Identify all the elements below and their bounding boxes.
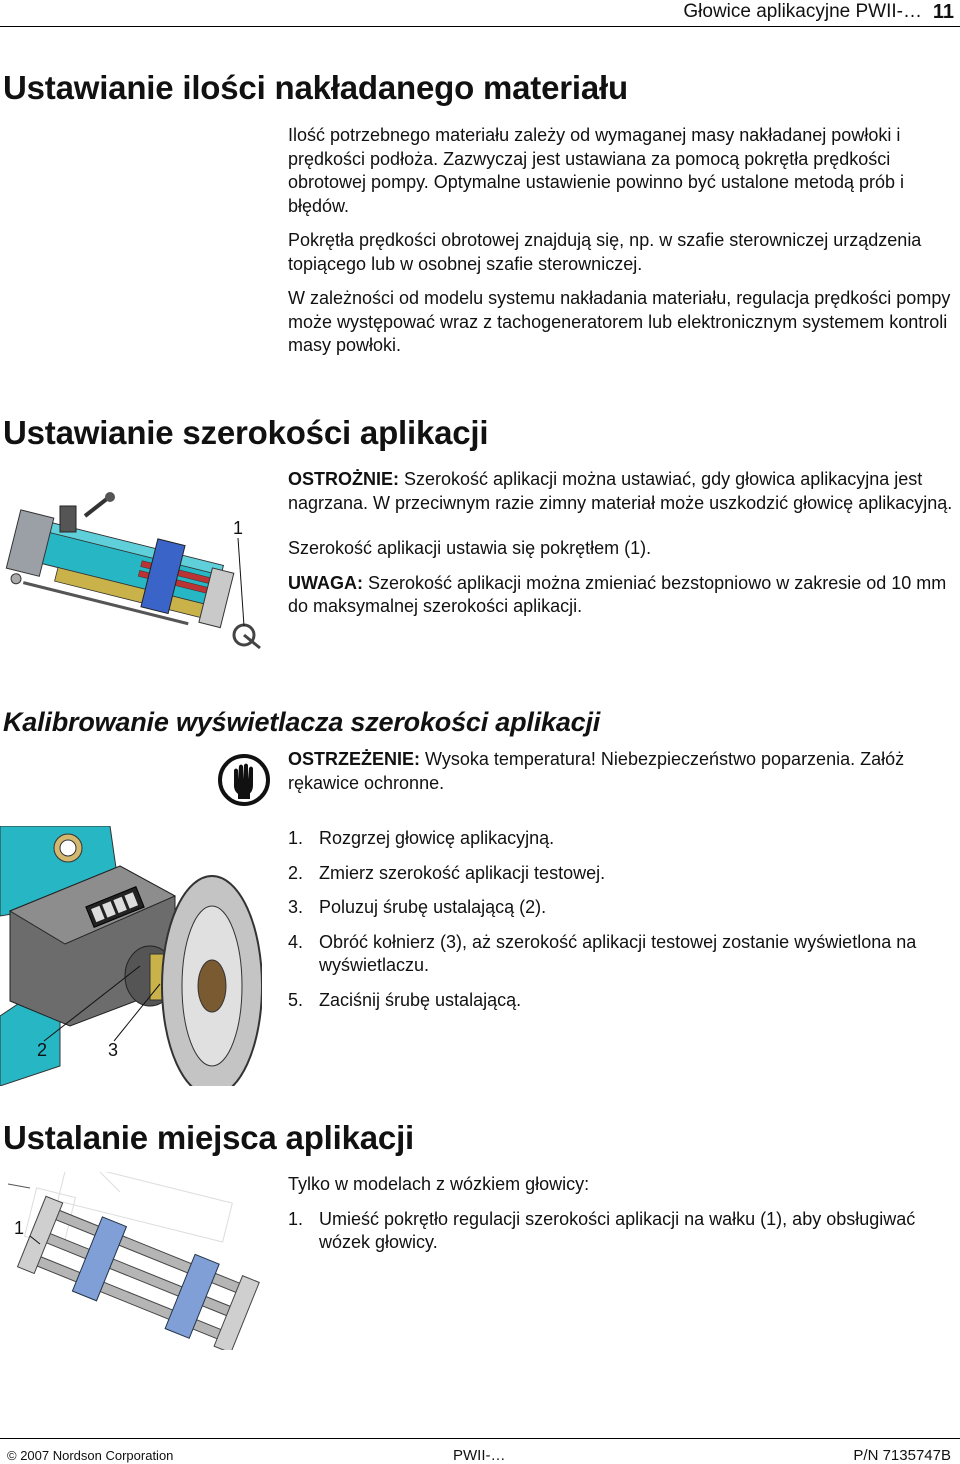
step-number: 3. bbox=[288, 897, 304, 917]
paragraph: W zależności od modelu systemu nakładania materiału, regulacja prędkości pompy może występować wraz z tachogeneratorem lub elektronicznym systemem kontroli masy powłoki. bbox=[288, 288, 951, 355]
caution-label: OSTROŻNIE: bbox=[288, 469, 399, 489]
footer-model: PWII-… bbox=[453, 1447, 506, 1464]
section1-body bbox=[288, 124, 956, 358]
footer-part-number: P/N 7135747B bbox=[853, 1447, 951, 1464]
figure-applicator-head bbox=[0, 488, 270, 656]
figure-callout: 2 bbox=[37, 1040, 48, 1060]
header-rule bbox=[0, 26, 960, 27]
step-text: Poluzuj śrubę ustalającą (2). bbox=[319, 897, 547, 917]
figure-callout: 1 bbox=[14, 1218, 25, 1238]
warning-label: OSTRZEŻENIE: bbox=[288, 749, 421, 769]
step-number: 1. bbox=[288, 828, 304, 848]
section2-body bbox=[288, 468, 956, 619]
paragraph: Tylko w modelach z wózkiem głowicy: bbox=[288, 1174, 590, 1194]
paragraph: Ilość potrzebnego materiału zależy od wymaganej masy nakładanej powłoki i prędkości podłoża. Zazwyczaj jest ustawiana za pomocą pokrętła prędkości obrotowej pompy. Optymalne ustawienie powinno być ustalone metodą prób i błędów. bbox=[288, 125, 905, 216]
paragraph: Szerokość aplikacji ustawia się pokrętłem (1). bbox=[288, 538, 652, 558]
footer-copyright: © 2007 Nordson Corporation bbox=[7, 1448, 174, 1463]
page-number: 11 bbox=[932, 1, 954, 23]
running-header-title: Głowice aplikacyjne PWII-… bbox=[683, 1, 922, 22]
section-heading-application-width: Ustawianie szerokości aplikacji bbox=[3, 414, 489, 451]
note-text: Szerokość aplikacji można zmieniać bezstopniowo w zakresie od 10 mm do maksymalnej szerokości aplikacji. bbox=[288, 572, 947, 616]
figure-head-carriage bbox=[0, 1172, 262, 1350]
section3-body bbox=[288, 748, 956, 1023]
caution-text: Szerokość aplikacji można ustawiać, gdy głowica aplikacyjna jest nagrzana. W przeciwnym razie zimny materiał może uszkodzić głowicę aplikacyjną. bbox=[288, 469, 953, 513]
calibration-steps bbox=[288, 827, 956, 1012]
section-heading-calibrate-display: Kalibrowanie wyświetlacza szerokości aplikacji bbox=[3, 707, 601, 737]
note-label: UWAGA: bbox=[288, 572, 363, 593]
step-number: 4. bbox=[288, 931, 304, 952]
list-item bbox=[288, 896, 956, 920]
paragraph: Pokrętła prędkości obrotowej znajdują się, np. w szafie sterowniczej urządzenia topiącego lub w osobnej szafie sterowniczej. bbox=[288, 230, 922, 274]
step-text: Rozgrzej głowicę aplikacyjną. bbox=[319, 828, 555, 848]
list-item bbox=[288, 827, 956, 851]
section4-body bbox=[288, 1173, 956, 1266]
figure-callout: 1 bbox=[233, 518, 244, 538]
list-item bbox=[288, 1208, 956, 1255]
step-number: 5. bbox=[288, 989, 304, 1010]
head-carriage-illustration bbox=[0, 1172, 262, 1350]
position-steps bbox=[288, 1208, 956, 1255]
step-text: Obróć kołnierz (3), aż szerokość aplikacji testowej zostanie wyświetlona na wyświetlaczu. bbox=[319, 931, 917, 975]
caution-notice bbox=[288, 468, 956, 515]
step-text: Zmierz szerokość aplikacji testowej. bbox=[319, 862, 606, 883]
step-text: Umieść pokrętło regulacji szerokości aplikacji na wałku (1), aby obsługiwać wózek głowicy. bbox=[319, 1208, 916, 1252]
figure-callout: 3 bbox=[108, 1040, 119, 1060]
footer-rule bbox=[0, 1438, 960, 1439]
list-item bbox=[288, 862, 956, 886]
note-notice bbox=[288, 572, 956, 619]
warning-text: Wysoka temperatura! Niebezpieczeństwo poparzenia. Załóż rękawice ochronne. bbox=[288, 749, 905, 793]
figure-width-display bbox=[0, 826, 262, 1086]
section-heading-material-amount: Ustawianie ilości nakładanego materiału bbox=[3, 69, 628, 106]
step-number: 2. bbox=[288, 862, 304, 883]
step-number: 1. bbox=[288, 1208, 304, 1229]
section-heading-application-position: Ustalanie miejsca aplikacji bbox=[3, 1119, 414, 1156]
applicator-head-illustration bbox=[0, 488, 270, 656]
list-item bbox=[288, 989, 956, 1013]
step-text: Zaciśnij śrubę ustalającą. bbox=[319, 989, 522, 1010]
list-item bbox=[288, 931, 956, 978]
protective-glove-icon bbox=[217, 753, 271, 807]
warning-notice bbox=[288, 748, 956, 795]
